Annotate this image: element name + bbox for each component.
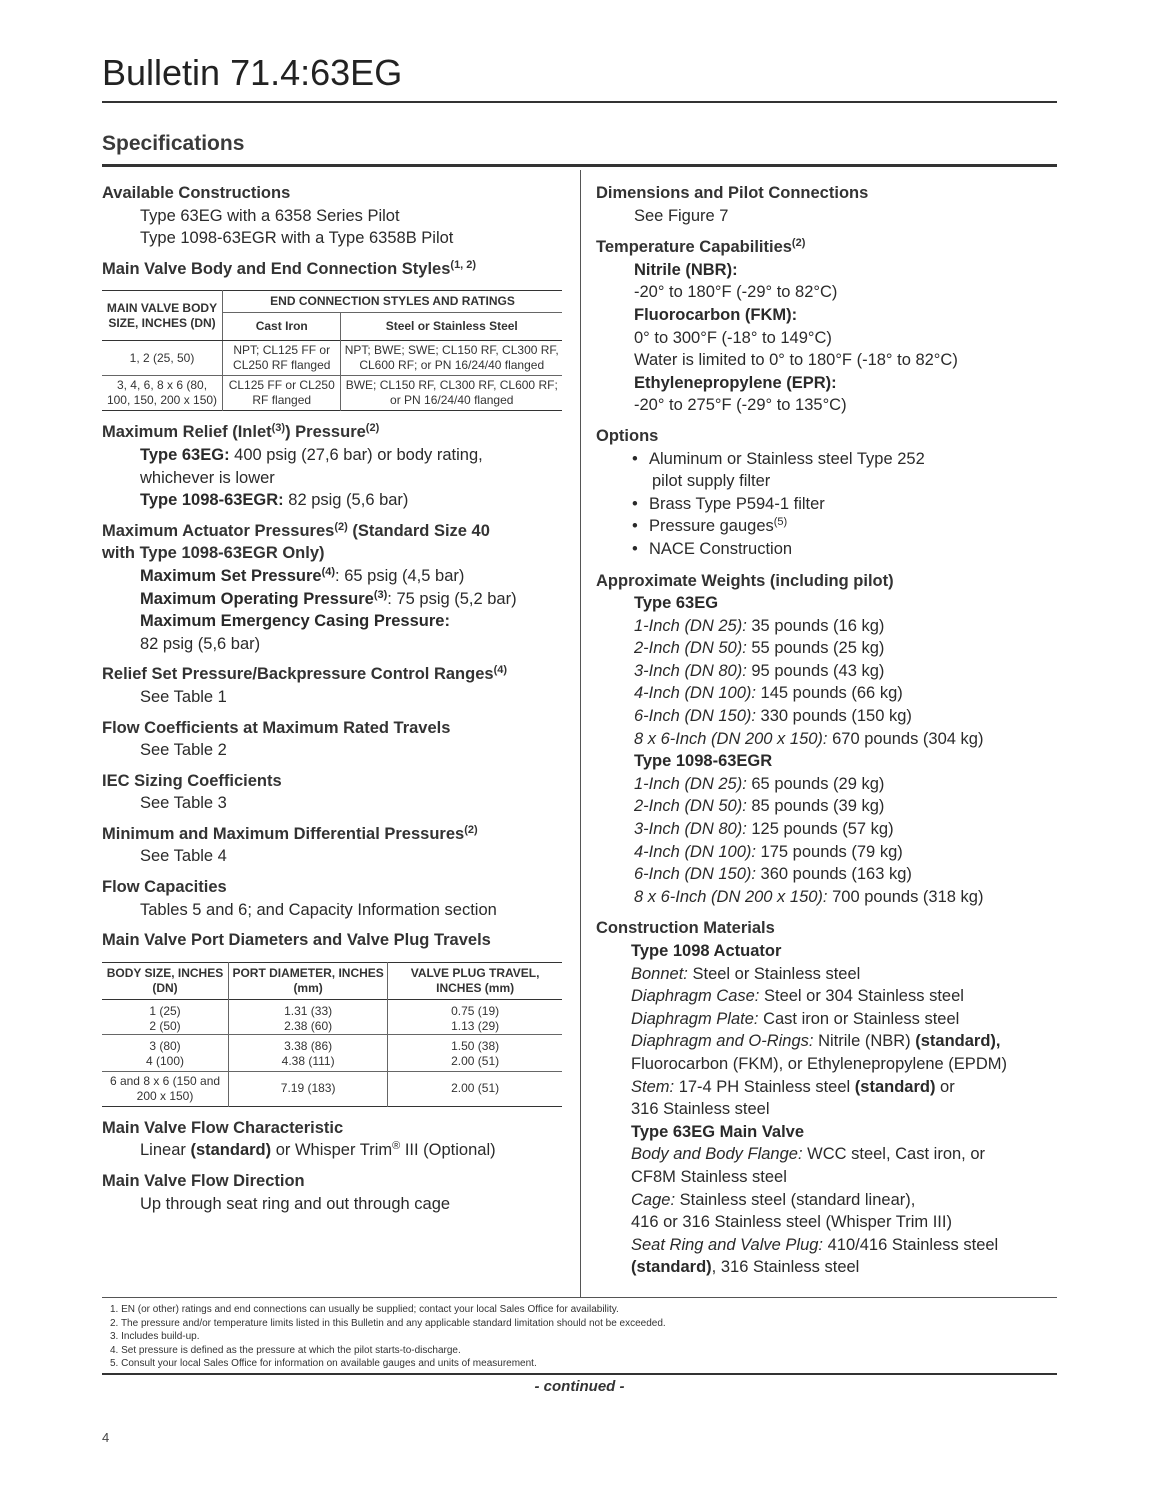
cell-port: 7.19 (183) bbox=[229, 1071, 388, 1106]
table-row bbox=[102, 999, 562, 1034]
dims-ref: See Figure 7 bbox=[634, 206, 729, 225]
cell-travel: 2.00 (51) bbox=[451, 1053, 500, 1068]
weight-line: 2-Inch (DN 50): 55 pounds (25 kg) bbox=[634, 639, 885, 658]
list-item: • Pressure gauges$^{(5)}$ bbox=[632, 515, 1066, 538]
material-line: Cage: Stainless steel (standard linear), bbox=[631, 1190, 916, 1209]
cell-travel: 0.75 (19) bbox=[451, 1003, 500, 1018]
cell-cast: NPT; CL125 FF or CL250 RF flanged bbox=[223, 341, 341, 376]
valve-materials-title: Type 63EG Main Valve bbox=[631, 1122, 805, 1141]
cell-size: 1 (25) bbox=[149, 1003, 181, 1018]
cell-port: 3.38 (86) bbox=[284, 1038, 333, 1053]
column-divider bbox=[580, 170, 581, 1298]
operating-pressure-line: Maximum Operating Pressure$^{(3)}$: 75 psig (5,2 bar) bbox=[140, 588, 517, 608]
set-pressure-line: Maximum Set Pressure$^{(4)}$: 65 psig (4,5 bar) bbox=[140, 565, 465, 585]
page-number: 4 bbox=[102, 1430, 110, 1445]
relief-line: Type 1098-63EGR: 82 psig (5,6 bar) bbox=[140, 491, 409, 510]
material-line: Body and Body Flange: WCC steel, Cast iron, or bbox=[631, 1145, 986, 1164]
material-line: Diaphragm and O-Rings: Nitrile (NBR) (standard), bbox=[631, 1032, 1001, 1051]
footnote: 2. The pressure and/or temperature limits listed in this Bulletin and any applicable standard limitation should not be exceeded. bbox=[110, 1317, 666, 1329]
material-line-cont: (standard), 316 Stainless steel bbox=[631, 1258, 860, 1277]
construction-line: Type 63EG with a 6358 Series Pilot bbox=[140, 206, 400, 225]
capacities-ref: Tables 5 and 6; and Capacity Information section bbox=[140, 900, 497, 919]
relief-ranges-ref: See Table 1 bbox=[140, 687, 227, 706]
weight-line: 2-Inch (DN 50): 85 pounds (39 kg) bbox=[634, 797, 885, 816]
direction-heading: Main Valve Flow Direction bbox=[102, 1172, 305, 1191]
right-column bbox=[596, 178, 1066, 1279]
col-header-body-size: BODY SIZE, INCHES (DN) bbox=[106, 965, 224, 995]
material-line: Diaphragm Case: Steel or 304 Stainless steel bbox=[631, 987, 964, 1006]
characteristic-text: Linear (standard) or Whisper Trim® III (Optional) bbox=[140, 1140, 496, 1160]
section-title: Specifications bbox=[102, 132, 245, 155]
table-row bbox=[102, 1071, 562, 1106]
cell-size: 2 (50) bbox=[149, 1018, 181, 1033]
material-line: Stem: 17-4 PH Stainless steel (standard) or bbox=[631, 1077, 955, 1096]
bottom-rule bbox=[102, 1373, 1057, 1375]
footnotes bbox=[110, 1303, 666, 1371]
footnote-rule bbox=[102, 1297, 1057, 1298]
footnote: 5. Consult your local Sales Office for information on available gauges and units of measurement. bbox=[110, 1358, 537, 1370]
col-header-travel: VALVE PLUG TRAVEL, INCHES (mm) bbox=[388, 962, 562, 999]
list-item: • Aluminum or Stainless steel Type 252 pilot supply filter bbox=[632, 448, 1066, 493]
weight-line: 3-Inch (DN 80): 125 pounds (57 kg) bbox=[634, 820, 894, 839]
col-header-cast-iron: Cast Iron bbox=[223, 313, 341, 341]
cell-travel: 1.13 (29) bbox=[451, 1018, 500, 1033]
cell-size: 3, 4, 6, 8 x 6 (80, 100, 150, 200 x 150) bbox=[106, 378, 218, 408]
cell-steel: NPT; BWE; SWE; CL150 RF, CL300 RF, CL600 RF; or PN 16/24/40 flanged bbox=[341, 341, 562, 376]
left-column bbox=[102, 178, 567, 1215]
temp-water-value: Water is limited to 0° to 180°F (-18° to 82°C) bbox=[634, 351, 958, 370]
table-row bbox=[102, 1034, 562, 1071]
table-row bbox=[102, 376, 562, 411]
weight-line: 1-Inch (DN 25): 65 pounds (29 kg) bbox=[634, 774, 885, 793]
cell-size: 4 (100) bbox=[145, 1053, 185, 1068]
weight-line: 8 x 6-Inch (DN 200 x 150): 700 pounds (318 kg) bbox=[634, 887, 984, 906]
continued-note: - continued - bbox=[534, 1378, 625, 1395]
cell-port: 1.31 (33) bbox=[284, 1003, 333, 1018]
footnote: 4. Set pressure is defined as the pressure at which the pilot starts-to-discharge. bbox=[110, 1344, 461, 1356]
temp-nbr-label: Nitrile (NBR): bbox=[634, 260, 738, 279]
page-title: Bulletin 71.4:63EG bbox=[102, 52, 403, 93]
iec-heading: IEC Sizing Coefficients bbox=[102, 771, 282, 790]
list-item: • Brass Type P594-1 filter bbox=[632, 493, 1066, 516]
cell-size: 3 (80) bbox=[149, 1038, 181, 1053]
temp-epr-label: Ethylenepropylene (EPR): bbox=[634, 373, 837, 392]
header-rule bbox=[102, 101, 1057, 103]
material-line-cont: 316 Stainless steel bbox=[631, 1100, 770, 1119]
col-header-body-size: MAIN VALVE BODY SIZE, INCHES (DN) bbox=[102, 291, 223, 341]
material-line-cont: Fluorocarbon (FKM), or Ethylenepropylene (EPDM) bbox=[631, 1054, 1007, 1073]
cell-travel: 1.50 (38) bbox=[451, 1038, 500, 1053]
port-heading: Main Valve Port Diameters and Valve Plug Travels bbox=[102, 931, 491, 950]
table-row bbox=[102, 341, 562, 376]
materials-heading: Construction Materials bbox=[596, 919, 775, 938]
flow-coeff-ref: See Table 2 bbox=[140, 741, 227, 760]
characteristic-heading: Main Valve Flow Characteristic bbox=[102, 1118, 344, 1137]
capacities-heading: Flow Capacities bbox=[102, 878, 227, 897]
diff-ref: See Table 4 bbox=[140, 847, 227, 866]
options-list bbox=[596, 448, 1066, 561]
col-header-steel: Steel or Stainless Steel bbox=[341, 313, 562, 341]
col-header-end-connection: END CONNECTION STYLES AND RATINGS bbox=[223, 291, 563, 313]
material-line: Bonnet: Steel or Stainless steel bbox=[631, 964, 861, 983]
cell-steel: BWE; CL150 RF, CL300 RF, CL600 RF; or PN 16/24/40 flanged bbox=[341, 376, 562, 411]
construction-line: Type 1098-63EGR with a Type 6358B Pilot bbox=[140, 229, 454, 248]
cell-port: 4.38 (111) bbox=[281, 1053, 335, 1068]
weights-heading: Approximate Weights (including pilot) bbox=[596, 571, 894, 590]
material-line-cont: 416 or 316 Stainless steel (Whisper Trim III) bbox=[631, 1213, 952, 1232]
options-heading: Options bbox=[596, 426, 659, 445]
cell-cast: CL125 FF or CL250 RF flanged bbox=[223, 376, 341, 411]
relief-line: Type 63EG: 400 psig (27,6 bar) or body rating, bbox=[140, 445, 483, 464]
weight-line: 8 x 6-Inch (DN 200 x 150): 670 pounds (304 kg) bbox=[634, 729, 984, 748]
footnote: 3. Includes build-up. bbox=[110, 1331, 200, 1343]
relief-line-cont: whichever is lower bbox=[140, 468, 275, 487]
section-rule bbox=[102, 164, 1057, 167]
material-line: Diaphragm Plate: Cast iron or Stainless steel bbox=[631, 1009, 960, 1028]
material-line-cont: CF8M Stainless steel bbox=[631, 1167, 787, 1186]
relief-ranges-heading: Relief Set Pressure/Backpressure Control Ranges$^{(4)}$ bbox=[102, 664, 508, 684]
cell-size: 6 and 8 x 6 (150 and 200 x 150) bbox=[109, 1073, 221, 1103]
weight-line: 4-Inch (DN 100): 175 pounds (79 kg) bbox=[634, 842, 903, 861]
cell-size: 1, 2 (25, 50) bbox=[129, 350, 195, 365]
weights-type-63eg: Type 63EG bbox=[634, 594, 719, 613]
temp-epr-value: -20° to 275°F (-29° to 135°C) bbox=[634, 396, 847, 415]
constructions-heading: Available Constructions bbox=[102, 184, 291, 202]
weight-line: 1-Inch (DN 25): 35 pounds (16 kg) bbox=[634, 616, 885, 635]
weight-line: 4-Inch (DN 100): 145 pounds (66 kg) bbox=[634, 684, 903, 703]
cell-travel: 2.00 (51) bbox=[388, 1071, 562, 1106]
direction-text: Up through seat ring and out through cage bbox=[140, 1194, 451, 1213]
cell-port: 2.38 (60) bbox=[284, 1018, 333, 1033]
col-header-port-diameter: PORT DIAMETER, INCHES (mm) bbox=[229, 962, 388, 999]
actuator-heading: Maximum Actuator Pressures$^{(2)}$ (Standard Size 40 with Type 1098-63EGR Only) bbox=[102, 520, 490, 563]
weight-line: 3-Inch (DN 80): 95 pounds (43 kg) bbox=[634, 661, 885, 680]
temp-heading: Temperature Capabilities$^{(2)}$ bbox=[596, 237, 806, 257]
temp-nbr-value: -20° to 180°F (-29° to 82°C) bbox=[634, 283, 838, 302]
end-connection-table bbox=[102, 290, 562, 411]
material-line: Seat Ring and Valve Plug: 410/416 Stainless steel bbox=[631, 1235, 999, 1254]
port-diameter-table bbox=[102, 962, 562, 1107]
weight-line: 6-Inch (DN 150): 330 pounds (150 kg) bbox=[634, 707, 912, 726]
footnote: 1. EN (or other) ratings and end connections can usually be supplied; contact your local Sales Office for availability. bbox=[110, 1304, 619, 1315]
emergency-pressure-value: 82 psig (5,6 bar) bbox=[140, 634, 261, 653]
weights-type-1098: Type 1098-63EGR bbox=[634, 752, 773, 771]
temp-fkm-label: Fluorocarbon (FKM): bbox=[634, 305, 798, 324]
emergency-pressure-label: Maximum Emergency Casing Pressure: bbox=[140, 612, 450, 631]
dims-heading: Dimensions and Pilot Connections bbox=[596, 184, 869, 202]
flow-coeff-heading: Flow Coefficients at Maximum Rated Travels bbox=[102, 718, 451, 737]
actuator-materials-title: Type 1098 Actuator bbox=[631, 942, 782, 960]
iec-ref: See Table 3 bbox=[140, 794, 227, 813]
diff-heading: Minimum and Maximum Differential Pressures$^{(2)}$ bbox=[102, 823, 478, 843]
relief-heading: Maximum Relief (Inlet$^{(3)}$) Pressure$^{(2)}$ bbox=[102, 422, 380, 442]
list-item: • NACE Construction bbox=[632, 538, 1066, 561]
weight-line: 6-Inch (DN 150): 360 pounds (163 kg) bbox=[634, 865, 912, 884]
temp-fkm-value: 0° to 300°F (-18° to 149°C) bbox=[634, 328, 832, 347]
body-styles-heading: Main Valve Body and End Connection Styles$^{(1, 2)}$ bbox=[102, 258, 477, 278]
